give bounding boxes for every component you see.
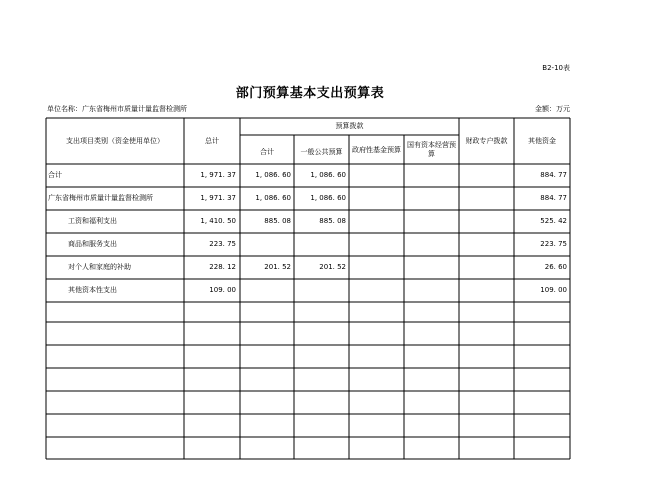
unit-name: 单位名称：广东省梅州市质量计量监督检测所: [47, 105, 187, 113]
row-other: 884. 77: [540, 171, 567, 179]
row-general-public: 885. 08: [319, 217, 346, 225]
row-total: 109. 00: [209, 286, 236, 294]
row-category: 商品和服务支出: [68, 240, 117, 248]
row-general-public: 1, 086. 60: [310, 194, 346, 202]
row-category: 合计: [48, 171, 62, 179]
row-total: 223. 75: [209, 240, 236, 248]
row-subtotal: 1, 086. 60: [255, 171, 291, 179]
header-special-account: 财政专户拨款: [465, 136, 508, 145]
header-general-public: 一般公共预算: [300, 147, 343, 156]
header-gov-fund: 政府性基金预算: [352, 145, 401, 154]
row-category: 对个人和家庭的补助: [68, 263, 131, 271]
row-category: 其他资本性支出: [68, 286, 117, 294]
row-other: 884. 77: [540, 194, 567, 202]
row-category: 工资和福利支出: [68, 217, 117, 225]
row-total: 1, 971. 37: [200, 171, 236, 179]
row-category: 广东省梅州市质量计量监督检测所: [48, 194, 153, 202]
header-fiscal-group: 预算拨款: [335, 122, 364, 130]
page-title: 部门预算基本支出预算表: [235, 86, 385, 101]
row-subtotal: 885. 08: [264, 217, 291, 225]
row-other: 109. 00: [540, 286, 567, 294]
header-fiscal-subtotal: 合计: [260, 147, 274, 156]
row-general-public: 1, 086. 60: [310, 171, 346, 179]
row-total: 228. 12: [209, 263, 236, 271]
header-category: 支出项目类别（资金使用单位）: [66, 136, 164, 145]
row-general-public: 201. 52: [319, 263, 346, 271]
row-other: 26. 60: [544, 263, 567, 271]
header-state-capital: 国有资本经营预算: [407, 141, 456, 158]
row-other: 525. 42: [540, 217, 567, 225]
header-total: 总计: [205, 136, 219, 145]
row-subtotal: 201. 52: [264, 263, 291, 271]
row-other: 223. 75: [540, 240, 567, 248]
row-total: 1, 971. 37: [200, 194, 236, 202]
form-code: B2-10表: [542, 64, 570, 72]
row-total: 1, 410. 50: [200, 217, 236, 225]
amount-unit: 金额：万元: [535, 105, 570, 113]
header-other-funds: 其他资金: [528, 136, 556, 145]
row-subtotal: 1, 086. 60: [255, 194, 291, 202]
